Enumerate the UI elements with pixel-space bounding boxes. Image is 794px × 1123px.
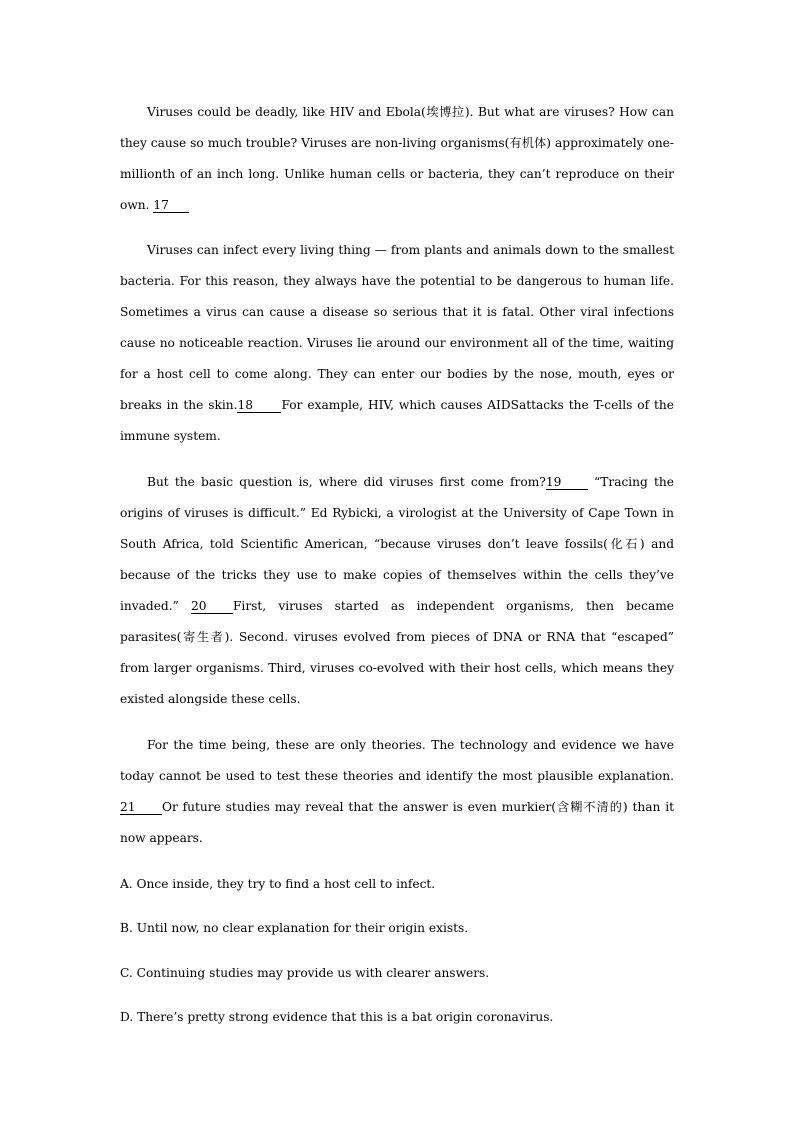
paragraph-2 [120, 235, 674, 452]
paragraph-2-text-before: Viruses can infect every living thing — from plants and animals down to the smallest bacteria. For this reason, they always have the potential to be dangerous to human life. Sometimes a virus can cause a disease so serious that it is fatal. Other viral infections cause no noticeable reaction. Viruses lie around our environment all of the time, waiting for a host cell to come along. They can enter our bodies by the nose, mouth, eyes or breaks in the skin. [120, 243, 674, 412]
paragraph-3 [120, 467, 674, 715]
paragraph-3-text-before: But the basic question is, where did viruses first come from? [147, 475, 546, 489]
option-c: C. Continuing studies may provide us with clearer answers. [120, 966, 490, 980]
paragraph-2-text-after: For example, HIV, which causes AIDSattacks the T-cells of the immune system. [120, 398, 674, 443]
blank-18: 18 [237, 398, 281, 413]
option-d: D. There’s pretty strong evidence that this is a bat origin coronavirus. [120, 1010, 554, 1024]
paragraph-4-text-before: For the time being, these are only theories. The technology and evidence we have today cannot be used to test these theories and identify the most plausible explanation. [120, 738, 674, 783]
paragraph-3-text-middle: “Tracing the origins of viruses is difficult.” Ed Rybicki, a virologist at the University of Cape Town in South Africa, told Scientific American, “because viruses don’t leave fossils(化石) and because of the tricks they use to make copies of themselves within the cells they’ve invaded.” [120, 475, 674, 613]
option-a: A. Once inside, they try to find a host cell to infect. [120, 877, 436, 891]
blank-17: 17 [153, 198, 189, 213]
blank-20: 20 [191, 599, 233, 614]
paragraph-4 [120, 730, 674, 854]
option-b: B. Until now, no clear explanation for their origin exists. [120, 921, 469, 935]
blank-19: 19 [546, 475, 588, 490]
blank-21: 21 [120, 800, 162, 815]
paragraph-1-text: Viruses could be deadly, like HIV and Ebola(埃博拉). But what are viruses? How can they cause so much trouble? Viruses are non-living organisms(有机体) approximately one-millionth of an inch long. Unlike human cells or bacteria, they can’t reproduce on their own. [120, 105, 674, 212]
paragraph-3-text-after: First, viruses started as independent organisms, then became parasites(寄生者). Second. viruses evolved from pieces of DNA or RNA that “escaped” from larger organisms. Third, viruses co-evolved with their host cells, which means they existed alongside these cells. [120, 599, 674, 706]
paragraph-1 [120, 97, 674, 221]
paragraph-4-text-after: Or future studies may reveal that the answer is even murkier(含糊不清的) than it now appears. [120, 800, 674, 845]
